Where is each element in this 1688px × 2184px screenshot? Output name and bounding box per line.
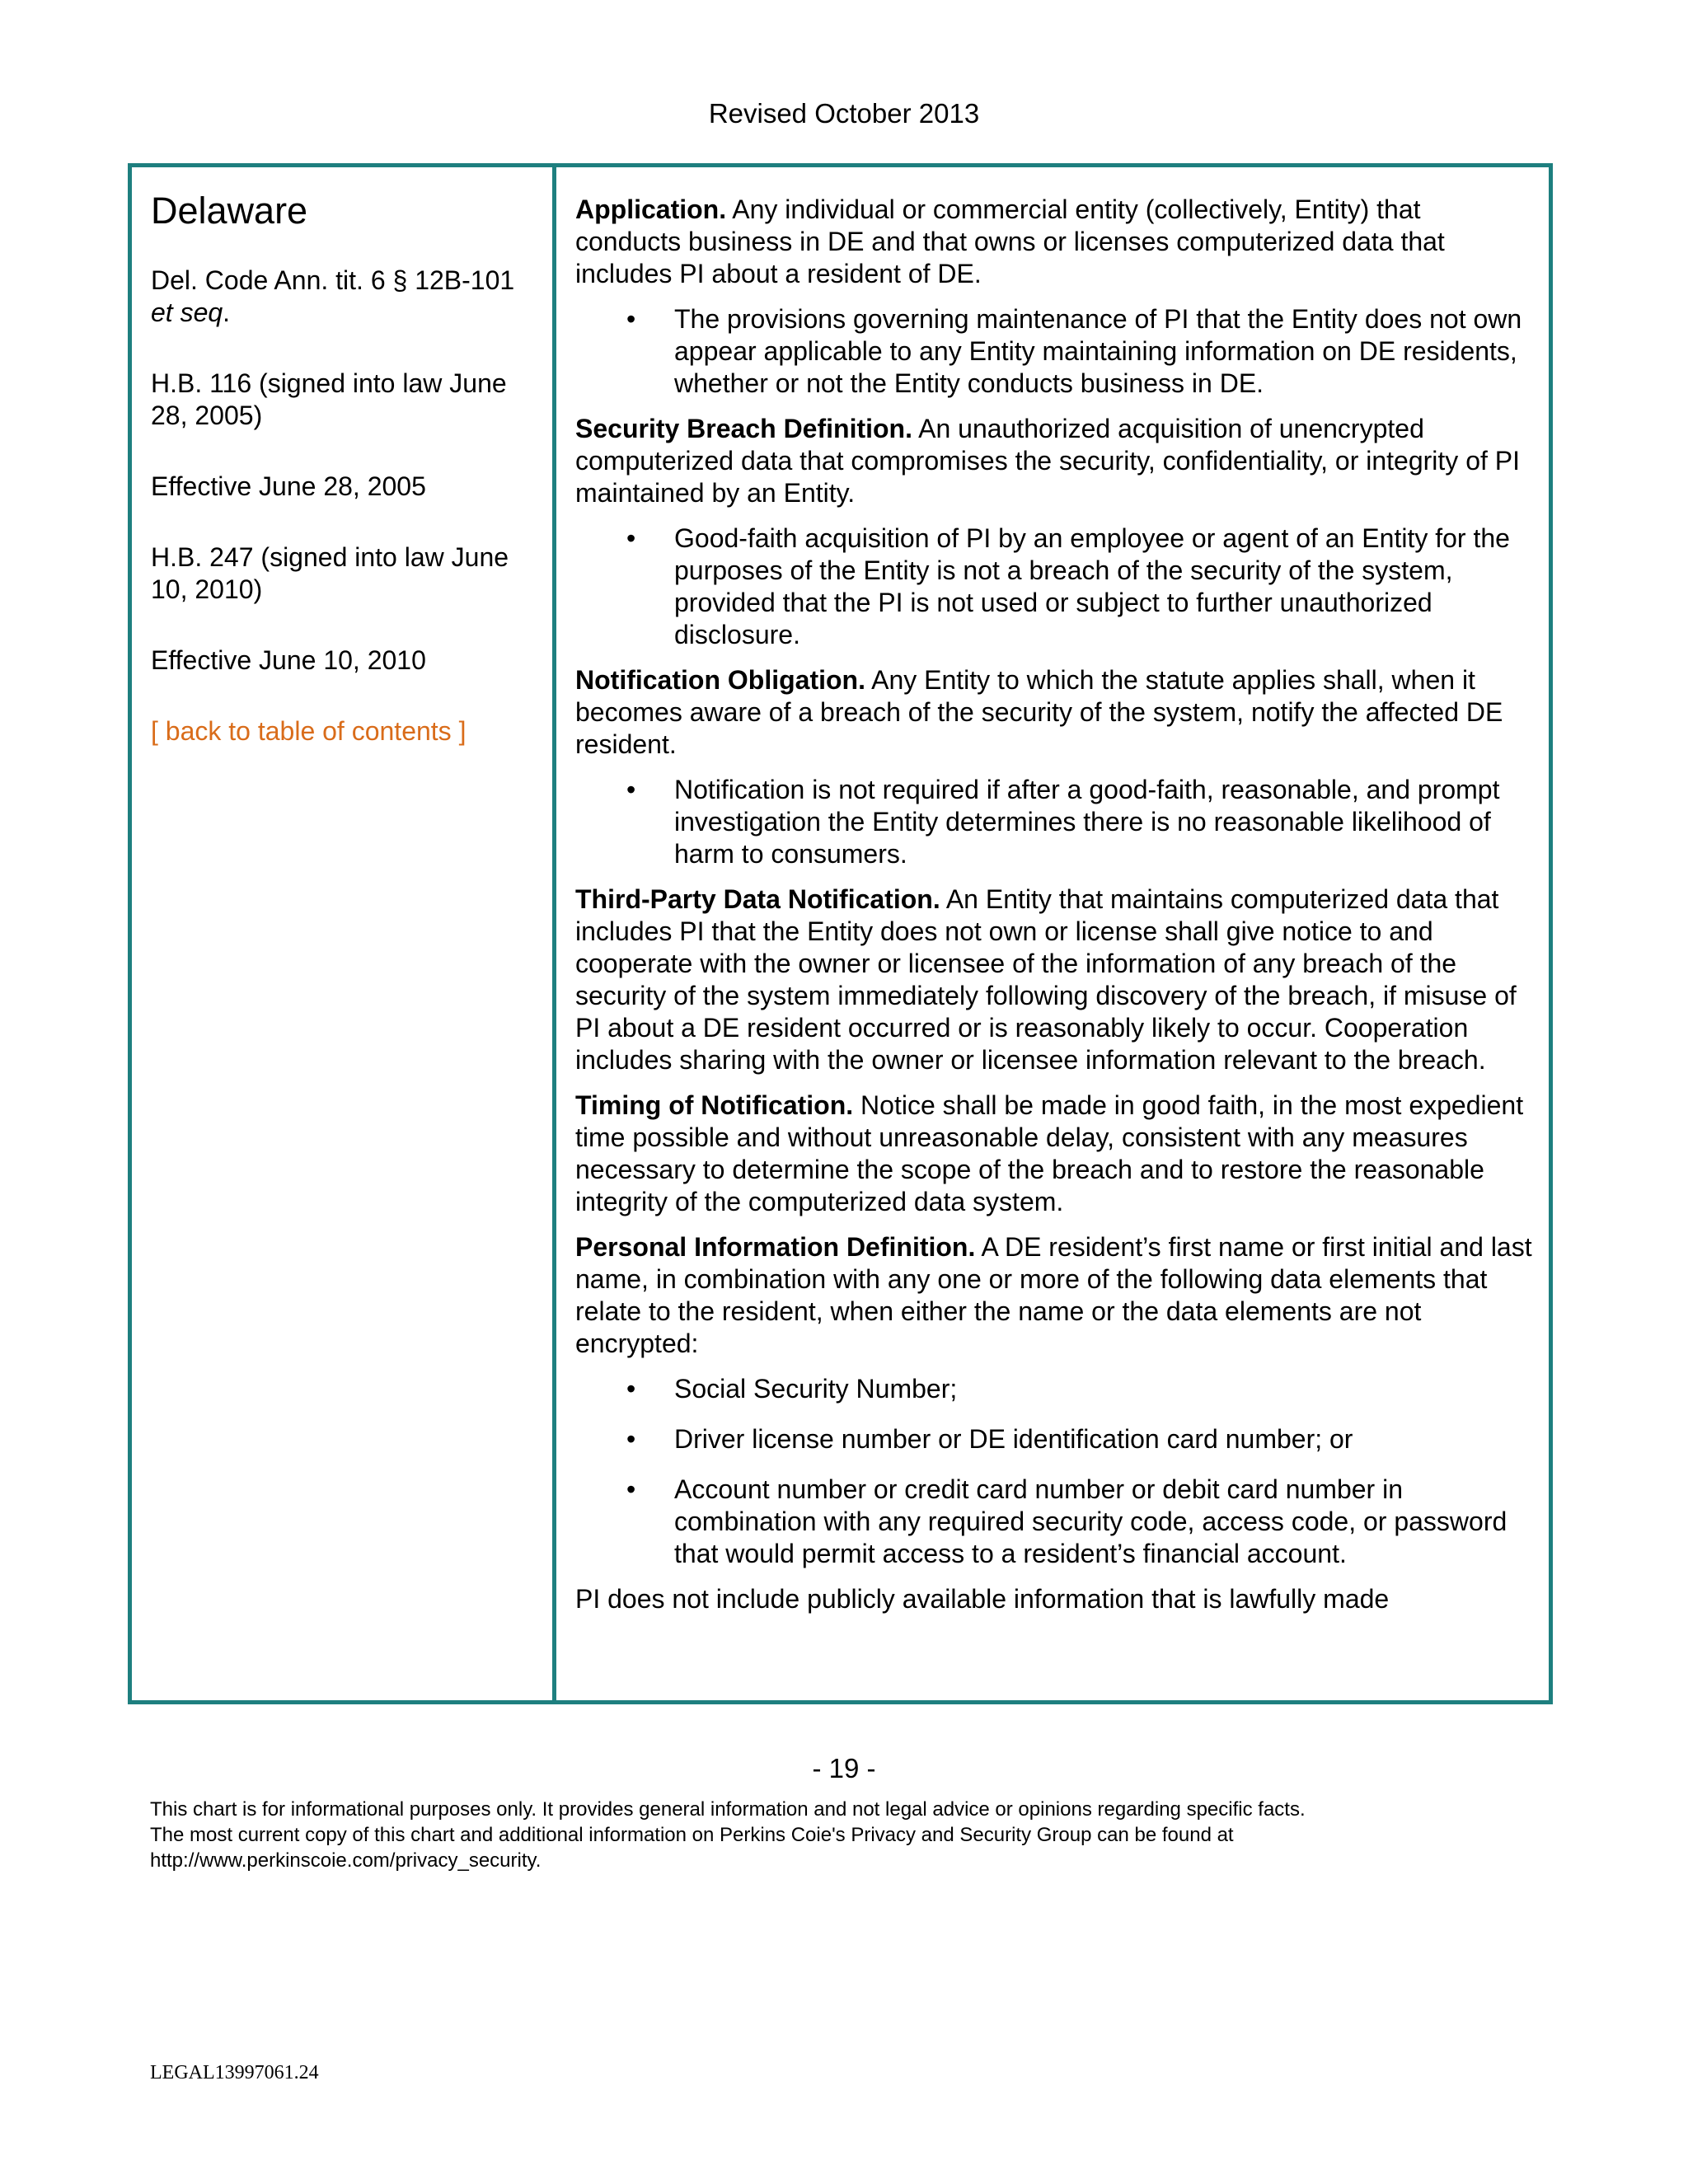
list-item: • Account number or credit card number or debit card number in combination with any required security code, access code, or password that would permit access to a resident’s financial account. xyxy=(626,1474,1507,1568)
revised-date: Revised October 2013 xyxy=(708,98,980,129)
notification-heading: Notification Obligation. xyxy=(575,665,865,695)
state-info-column xyxy=(132,167,556,1700)
pi-definition-section xyxy=(575,1231,1532,1360)
list-item: • Good-faith acquisition of PI by an employee or agent of an Entity for the purposes of the Entity is not a breach of the security of the system, provided that the PI is not used or subject to further unauthorized disclosure. xyxy=(626,523,1510,649)
state-name: Delaware xyxy=(151,190,308,232)
page-number: - 19 - xyxy=(812,1753,876,1783)
list-item: • Notification is not required if after a good-faith, reasonable, and prompt investigation the Entity determines there is no reasonable likelihood of harm to consumers. xyxy=(626,775,1500,869)
statute-citation xyxy=(151,265,536,329)
disclaimer xyxy=(150,1797,1551,1873)
timing-text: Notice shall be made in good faith, in the most expedient time possible and without unreasonable delay, consistent with any measures necessary to determine the scope of the breach and to restore the reasonable integrity of the computerized data system. xyxy=(575,1090,1524,1216)
bullet-icon: • xyxy=(626,304,636,334)
bullet-icon: • xyxy=(626,1374,636,1404)
application-text: Any individual or commercial entity (collectively, Entity) that conducts business in DE and that owns or licenses computerized data that includes PI about a resident of DE. xyxy=(575,194,1445,288)
pi-exclusion-text: PI does not include publicly available information that is lawfully made xyxy=(575,1584,1390,1614)
notification-bullets xyxy=(575,774,1532,870)
breach-definition-text: An unauthorized acquisition of unencrypted computerized data that compromises the security, confidentiality, or integrity of PI maintained by an Entity. xyxy=(575,414,1520,508)
back-to-toc-link[interactable]: [ back to table of contents ] xyxy=(151,716,467,746)
pi-definition-bullets xyxy=(575,1373,1532,1570)
pi-definition-text: A DE resident’s first name or first initial and last name, in combination with any one or more of the following data elements that relate to the resident, when either the name or the data elements are not encrypted: xyxy=(575,1232,1532,1358)
timing-section xyxy=(575,1090,1532,1218)
effective-date-2: Effective June 10, 2010 xyxy=(151,645,426,675)
bullet-icon: • xyxy=(626,523,636,553)
third-party-section xyxy=(575,883,1532,1076)
third-party-text: An Entity that maintains computerized data that includes PI that the Entity does not own or license shall give notice to and cooperate with the owner or licensee of the information of any breach of the security of the system immediately following discovery of the breach, if misuse of PI about a DE resident occurred or is reasonably likely to occur. Cooperation includes sharing with the owner or licensee information relevant to the breach. xyxy=(575,884,1517,1075)
list-item: • The provisions governing maintenance of PI that the Entity does not own appear applicable to any Entity maintaining information on DE residents, whether or not the Entity conducts business in DE. xyxy=(626,304,1522,398)
disclaimer-line-2: The most current copy of this chart and additional information on Perkins Coie's Privacy and Security Group can be found at xyxy=(150,1824,1234,1846)
bullet-icon: • xyxy=(626,775,636,804)
bullet-icon: • xyxy=(626,1424,636,1454)
list-item: • Social Security Number; xyxy=(626,1374,958,1404)
disclaimer-line-1: This chart is for informational purposes only. It provides general information and not legal advice or opinions regarding specific facts. xyxy=(150,1798,1306,1821)
bullet-icon: • xyxy=(626,1474,636,1504)
list-item: • Driver license number or DE identification card number; or xyxy=(626,1424,1353,1454)
third-party-heading: Third-Party Data Notification. xyxy=(575,884,940,914)
bill-hb247: H.B. 247 (signed into law June 10, 2010) xyxy=(151,542,509,604)
citation-italic: et seq xyxy=(151,298,223,327)
law-details-column xyxy=(556,167,1549,1700)
application-section xyxy=(575,194,1532,290)
document-id: LEGAL13997061.24 xyxy=(150,2062,319,2083)
effective-date-1: Effective June 28, 2005 xyxy=(151,471,426,501)
application-bullets xyxy=(575,303,1532,400)
notification-section xyxy=(575,664,1532,761)
application-heading: Application. xyxy=(575,194,727,224)
notification-text: Any Entity to which the statute applies shall, when it becomes aware of a breach of the security of the system, notify the affected DE resident. xyxy=(575,665,1503,759)
state-law-table xyxy=(128,163,1553,1704)
breach-definition-heading: Security Breach Definition. xyxy=(575,414,912,443)
pi-definition-heading: Personal Information Definition. xyxy=(575,1232,976,1262)
bill-hb116: H.B. 116 (signed into law June 28, 2005) xyxy=(151,368,507,430)
breach-definition-section xyxy=(575,413,1532,509)
timing-heading: Timing of Notification. xyxy=(575,1090,854,1120)
disclaimer-url: http://www.perkinscoie.com/privacy_security. xyxy=(150,1849,542,1872)
citation-main: Del. Code Ann. tit. 6 § 12B-101 xyxy=(151,265,515,295)
breach-definition-bullets xyxy=(575,523,1532,651)
citation-end: . xyxy=(223,298,231,327)
